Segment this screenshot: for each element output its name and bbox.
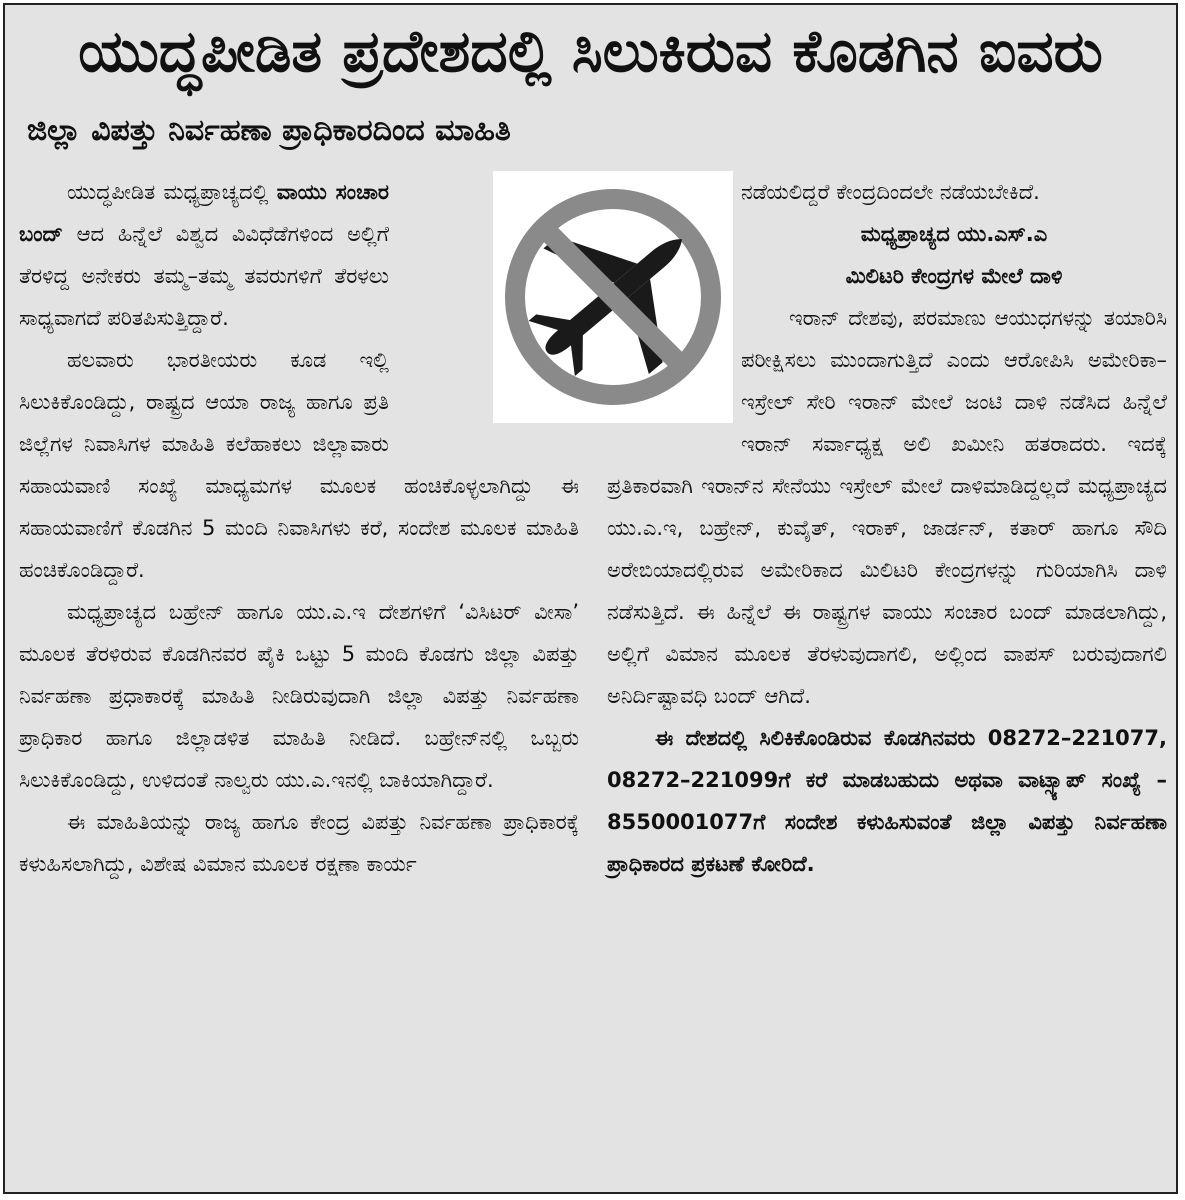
text: ಆದ ಹಿನ್ನೆಲೆ ವಿಶ್ವದ ವಿವಿಧೆಡೆಗಳಿಂದ ಅಲ್ಲಿಗೆ ತೆರಳಿದ್ದ ಅನೇಕರು ತಮ್ಮ–ತಮ್ಮ ತವರುಗಳಿಗೆ ತೆರಳಲು ಸಾಧ್ಯವಾಗದೆ ಪರಿತಪಿಸುತ್ತಿದ್ದಾರೆ. (19, 222, 389, 330)
paragraph: ಮಧ್ಯಪ್ರಾಚ್ಯದ ಬಹ್ರೇನ್ ಹಾಗೂ ಯು.ಎ.ಇ ದೇಶಗಳಿಗೆ ‘ವಿಸಿಟರ್ ವೀಸಾ’ ಮೂಲಕ ತೆರಳಿರುವ ಕೊಡಗಿನವರ ಪೈಕಿ ಒಟ್ಟು 5 ಮಂದಿ ಕೊಡಗು ಜಿಲ್ಲಾ ವಿಪತ್ತು ನಿರ್ವಹಣಾ ಪ್ರಧಾಕಾರಕ್ಕೆ ಮಾಹಿತಿ ನೀಡಿರುವುದಾಗಿ ಜಿಲ್ಲಾ ವಿಪತ್ತು ನಿರ್ವಹಣಾ ಪ್ರಾಧಿಕಾರ ಹಾಗೂ ಜಿಲ್ಲಾಡಳಿತ ಮಾಹಿತಿ ನೀಡಿದೆ. ಬಹ್ರೇನ್‌ನಲ್ಲಿ ಒಬ್ಬರು ಸಿಲುಕಿಕೊಂಡಿದ್ದು, ಉಳಿದಂತೆ ನಾಲ್ವರು ಯು.ಎ.ಇನಲ್ಲಿ ಬಾಕಿಯಾಗಿದ್ದಾರೆ. (19, 600, 579, 792)
section-heading-line1: ಮಧ್ಯಪ್ರಾಚ್ಯದ ಯು.ಎಸ್.ಎ (860, 222, 1048, 246)
section-heading-line2: ಮಿಲಿಟರಿ ಕೇಂದ್ರಗಳ ಮೇಲೆ ದಾಳಿ (845, 264, 1063, 288)
right-column (607, 171, 1167, 885)
subheadline: ಜಿಲ್ಲಾ ವಿಪತ್ತು ನಿರ್ವಹಣಾ ಪ್ರಾಧಿಕಾರದಿಂದ ಮಾಹಿತಿ (27, 113, 511, 148)
paragraph: ಹಲವಾರು ಭಾರತೀಯರು ಕೂಡ ಇಲ್ಲಿ ಸಿಲುಕಿಕೊಂಡಿದ್ದು, ರಾಷ್ಟ್ರದ ಆಯಾ ರಾಜ್ಯ ಹಾಗೂ ಪ್ರತಿ ಜಿಲ್ಲೆಗಳ ನಿವಾಸಿಗಳ ಮಾಹಿತಿ ಕಲೆಹಾಕಲು ಜಿಲ್ಲಾವಾರು ಸಹಾಯವಾಣಿ ಸಂಖ್ಯೆ ಮಾಧ್ಯಮಗಳ ಮೂಲಕ ಹಂಚಿಕೊಳ್ಳಲಾಗಿದ್ದು ಈ ಸಹಾಯವಾಣಿಗೆ ಕೊಡಗಿನ 5 ಮಂದಿ ನಿವಾಸಿಗಳು ಕರೆ, ಸಂದೇಶ ಮೂಲಕ ಮಾಹಿತಿ ಹಂಚಿಕೊಂಡಿದ್ದಾರೆ. (19, 348, 579, 582)
image-wrap-space (607, 171, 731, 427)
text: ಯುದ್ಧಪೀಡಿತ ಮಧ್ಯಪ್ರಾಚ್ಯದಲ್ಲಿ (67, 180, 269, 204)
paragraph: ನಡೆಯಲಿದ್ದರೆ ಕೇಂದ್ರದಿಂದಲೇ ನಡೆಯಬೇಕಿದೆ. (741, 180, 1040, 204)
paragraph: ಈ ಮಾಹಿತಿಯನ್ನು ರಾಜ್ಯ ಹಾಗೂ ಕೇಂದ್ರ ವಿಪತ್ತು ನಿರ್ವಹಣಾ ಪ್ರಾಧಿಕಾರಕ್ಕೆ ಕಳುಹಿಸಲಾಗಿದ್ದು, ವಿಶೇಷ ವಿಮಾನ ಮೂಲಕ ರಕ್ಷಣಾ ಕಾರ್ಯ (19, 810, 579, 876)
left-column (19, 171, 579, 885)
highlighted-text: ವಾಯು ಸಂಚಾರ ಬಂದ್ (19, 180, 389, 246)
news-clipping (3, 3, 1178, 1194)
paragraph: ಇರಾನ್ ದೇಶವು, ಪರಮಾಣು ಆಯುಧಗಳನ್ನು ತಯಾರಿಸಿ ಪರೀಕ್ಷಿಸಲು ಮುಂದಾಗುತ್ತಿದೆ ಎಂದು ಆರೋಪಿಸಿ ಅಮೇರಿಕಾ–ಇಸ್ರೇಲ್ ಸೇರಿ ಇರಾನ್ ಮೇಲೆ ಜಂಟಿ ದಾಳಿ ನಡೆಸಿದ ಹಿನ್ನೆಲೆ ಇರಾನ್ ಸರ್ವಾಧ್ಯಕ್ಷ ಅಲಿ ಖಮೀನಿ ಹತರಾದರು. ಇದಕ್ಕೆ ಪ್ರತಿಕಾರವಾಗಿ ಇರಾನ್‌ನ ಸೇನೆಯು ಇಸ್ರೇಲ್ ಮೇಲೆ ದಾಳಿಮಾಡಿದ್ದಲ್ಲದೆ ಮಧ್ಯಪ್ರಾಚ್ಯದ ಯು.ಎ.ಇ, ಬಹ್ರೇನ್, ಕುವೈತ್, ಇರಾಕ್, ಜಾರ್ಡನ್, ಕತಾರ್ ಹಾಗೂ ಸೌದಿ ಅರೇಬಿಯಾದಲ್ಲಿರುವ ಅಮೇರಿಕಾದ ಮಿಲಿಟರಿ ಕೇಂದ್ರಗಳನ್ನು ಗುರಿಯಾಗಿಸಿ ದಾಳಿ ನಡೆಸುತ್ತಿದೆ. ಈ ಹಿನ್ನೆಲೆ ಈ ರಾಷ್ಟ್ರಗಳ ವಾಯು ಸಂಚಾರ ಬಂದ್ ಮಾಡಲಾಗಿದ್ದು, ಅಲ್ಲಿಗೆ ವಿಮಾನ ಮೂಲಕ ತೆರಳುವುದಾಗಲಿ, ಅಲ್ಲಿಂದ ವಾಪಸ್ ಬರುವುದಾಗಲಿ ಅನಿರ್ದಿಷ್ಟಾವಧಿ ಬಂದ್ ಆಗಿದೆ. (607, 306, 1167, 708)
headline: ಯುದ್ಧಪೀಡಿತ ಪ್ರದೇಶದಲ್ಲಿ ಸಿಲುಕಿರುವ ಕೊಡಗಿನ ಐವರು (78, 17, 1103, 85)
contact-paragraph: ಈ ದೇಶದಲ್ಲಿ ಸಿಲಿಕಿಕೊಂಡಿರುವ ಕೊಡಗಿನವರು 08272–221077, 08272–221099ಗೆ ಕರೆ ಮಾಡಬಹುದು ಅಥವಾ ವಾಟ್ಸ್ಯಾಪ್ ಸಂಖ್ಯೆ – 8550001077ಗೆ ಸಂದೇಶ ಕಳುಹಿಸುವಂತೆ ಜಿಲ್ಲಾ ವಿಪತ್ತು ನಿರ್ವಹಣಾ ಪ್ರಾಧಿಕಾರದ ಪ್ರಕಟಣೆ ಕೋರಿದೆ. (607, 726, 1167, 876)
